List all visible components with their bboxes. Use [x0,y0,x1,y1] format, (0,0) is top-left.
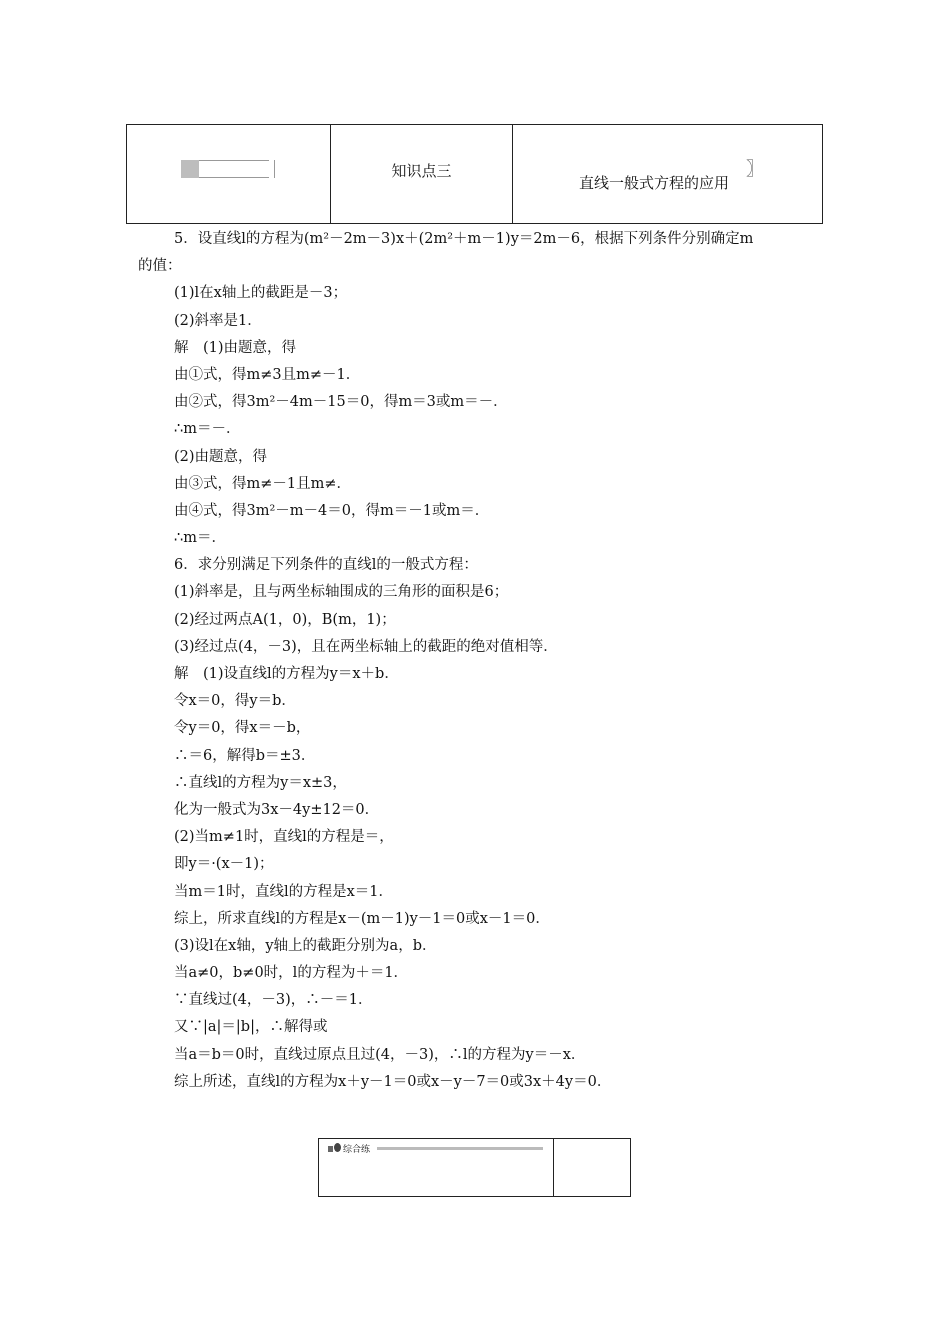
practice-label: 综合练 [343,1145,371,1155]
text-line: (2)由题意，得 [174,448,268,465]
header-decoration-cell [127,125,331,223]
text-line: (1)l在x轴上的截距是－3； [174,285,348,302]
text-line: 5．设直线l的方程为(m²－2m－3)x＋(2m²＋m－1)y＝2m－6，根据下列条件分别确定m [174,231,754,247]
text-line: 综上所述，直线l的方程为x＋y－1＝0或x－y－7＝0或3x＋4y＝0． [174,1073,612,1090]
text-line: 解 (1)设直线l的方程为y＝x＋b． [174,666,399,682]
text-line: 由②式，得3m²－4m－15＝0，得m＝3或m＝－． [174,394,508,411]
practice-badge-icon [328,1143,341,1154]
section-bar-icon [181,160,275,178]
text-line: 又∵|a|＝|b|，∴解得或 [174,1019,328,1036]
text-line: 令x＝0，得y＝b． [174,693,296,710]
text-line: 即y＝·(x－1)； [174,856,274,873]
text-line: 由④式，得3m²－m－4＝0，得m＝－1或m＝． [174,502,490,519]
practice-footer-box [318,1138,631,1197]
text-line: 当m＝1时，直线l的方程是x＝1． [174,883,394,900]
knowledge-point-label: 知识点三 [391,162,452,180]
text-line: 6．求分别满足下列条件的直线l的一般式方程： [174,557,478,574]
text-line: (2)经过两点A(1，0)，B(m，1)； [174,611,396,628]
text-line: ∴m＝． [174,530,226,547]
knowledge-point-cell [331,125,513,223]
practice-empty-cell [554,1139,630,1196]
text-line: (3)经过点(4，－3)，且在两坐标轴上的截距的绝对值相等． [174,638,558,655]
text-line: 令y＝0，得x＝－b， [174,720,311,737]
text-line: 由①式，得m≠3且m≠－1． [174,366,361,383]
section-title: 直线一般式方程的应用 [579,174,730,192]
text-line: (3)设l在x轴，y轴上的截距分别为a，b． [174,937,437,954]
text-line: 综上，所求直线l的方程是x－(m－1)y－1＝0或x－1＝0． [174,910,550,927]
text-line: (2)当m≠1时，直线l的方程是＝， [174,829,394,846]
text-line: 化为一般式为3x－4y±12＝0． [174,801,380,818]
problem-content [138,226,828,1096]
text-line: 解 (1)由题意，得 [174,339,297,356]
section-title-cell [513,125,822,223]
text-line: 的值： [138,258,182,275]
knowledge-point-header [126,124,823,224]
practice-label-cell [319,1139,554,1196]
text-line: (2)斜率是1． [174,312,262,329]
text-line: 当a＝b＝0时，直线过原点且过(4，－3)，∴l的方程为y＝－x． [174,1046,586,1063]
text-line: 当a≠0，b≠0时，l的方程为＋＝1． [174,965,409,982]
text-line: ∴m＝－． [174,421,241,438]
practice-divider [377,1147,543,1150]
text-line: 由③式，得m≠－1且m≠． [174,475,352,492]
text-line: ∴直线l的方程为y＝x±3， [174,774,347,791]
bracket-mark: 〗 [746,159,764,180]
text-line: (1)斜率是，且与两坐标轴围成的三角形的面积是6； [174,584,509,601]
text-line: ∴＝6，解得b＝±3． [174,747,316,764]
text-line: ∵直线过(4，－3)，∴－＝1． [174,992,373,1009]
